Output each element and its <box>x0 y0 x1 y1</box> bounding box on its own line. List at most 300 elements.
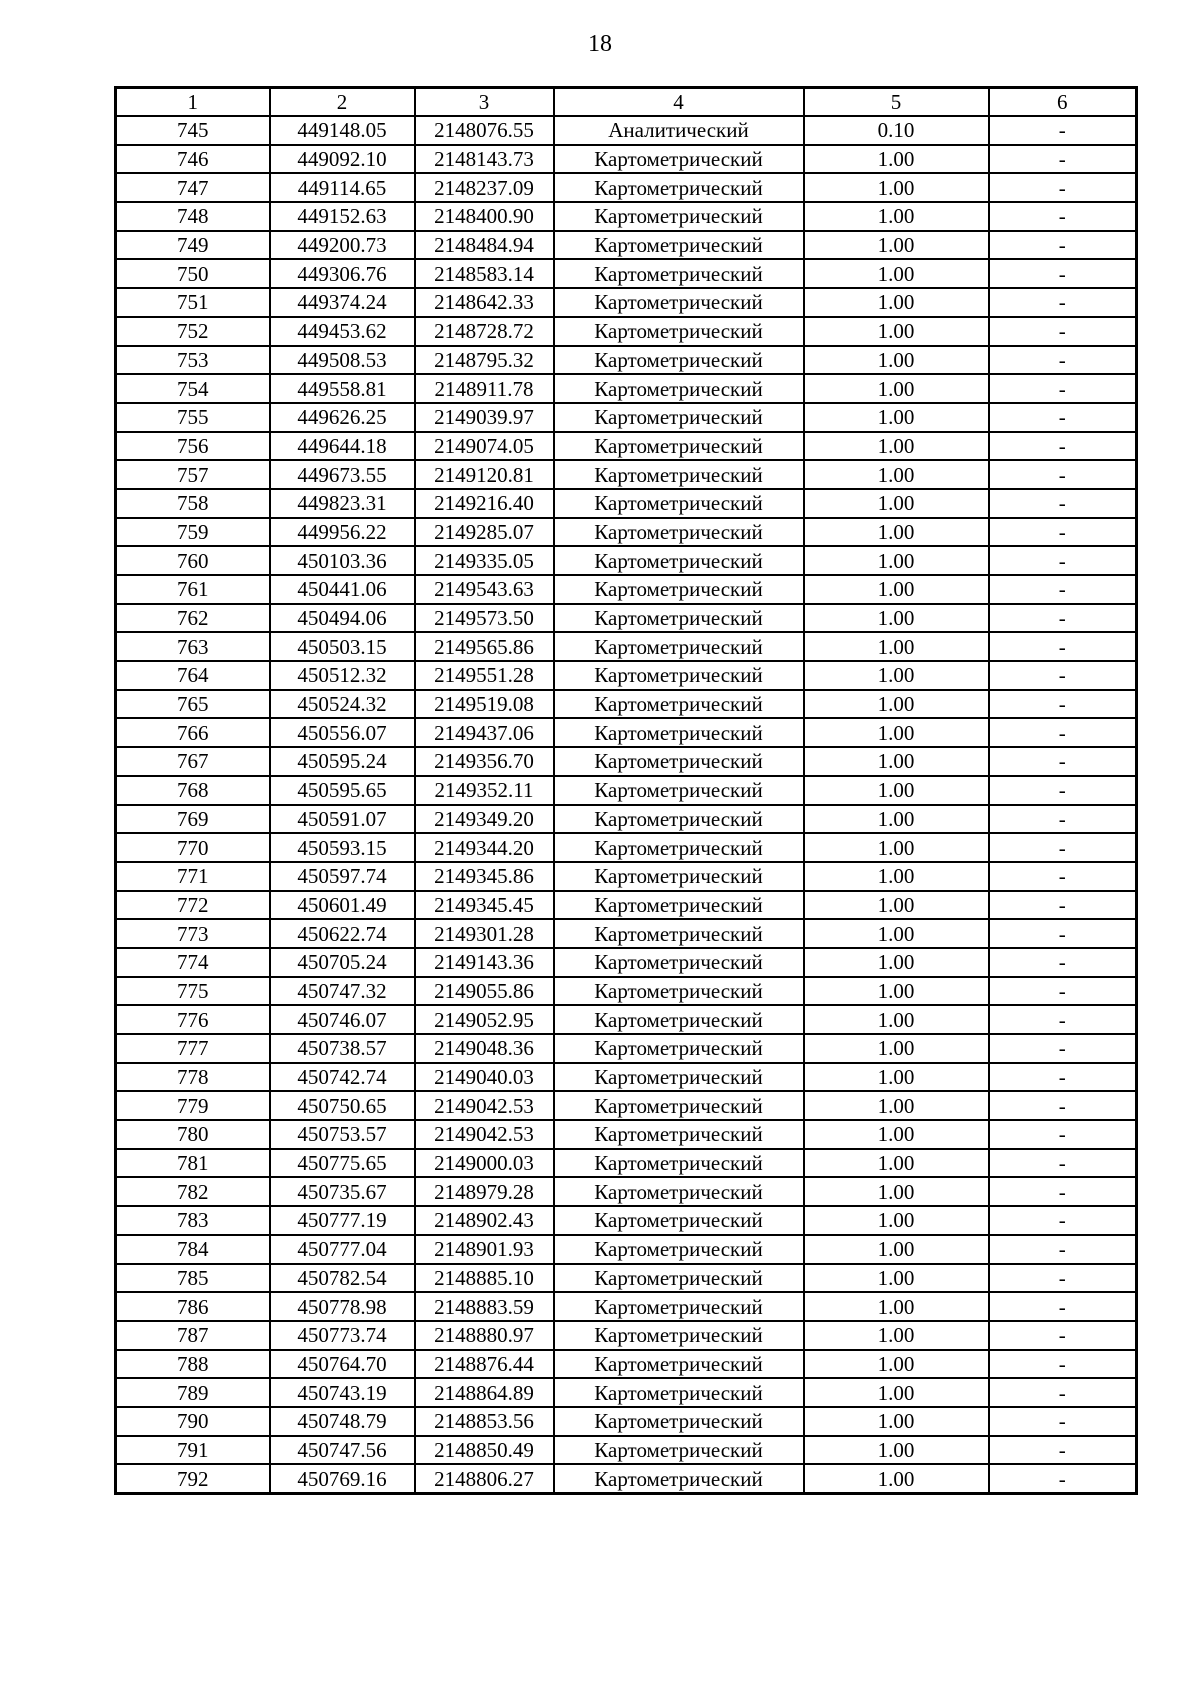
note-cell: - <box>989 1264 1137 1293</box>
point-number-cell: 784 <box>116 1235 270 1264</box>
accuracy-cell: 1.00 <box>804 575 989 604</box>
table-row <box>116 1149 1137 1178</box>
column-header: 2 <box>270 88 415 117</box>
x-coordinate-cell: 450743.19 <box>270 1378 415 1407</box>
point-number-cell: 763 <box>116 632 270 661</box>
accuracy-cell: 1.00 <box>804 1206 989 1235</box>
table-row <box>116 1436 1137 1465</box>
note-cell: - <box>989 632 1137 661</box>
y-coordinate-cell: 2149042.53 <box>415 1120 554 1149</box>
y-coordinate-cell: 2149349.20 <box>415 805 554 834</box>
page-number: 18 <box>588 31 612 57</box>
y-coordinate-cell: 2148850.49 <box>415 1436 554 1465</box>
point-number-cell: 770 <box>116 833 270 862</box>
method-cell: Картометрический <box>554 403 804 432</box>
y-coordinate-cell: 2149042.53 <box>415 1091 554 1120</box>
table-row <box>116 1321 1137 1350</box>
accuracy-cell: 1.00 <box>804 432 989 461</box>
note-cell: - <box>989 1321 1137 1350</box>
table-row <box>116 776 1137 805</box>
y-coordinate-cell: 2149055.86 <box>415 977 554 1006</box>
method-cell: Картометрический <box>554 833 804 862</box>
note-cell: - <box>989 1436 1137 1465</box>
x-coordinate-cell: 450747.32 <box>270 977 415 1006</box>
method-cell: Картометрический <box>554 1464 804 1493</box>
y-coordinate-cell: 2149543.63 <box>415 575 554 604</box>
point-number-cell: 791 <box>116 1436 270 1465</box>
y-coordinate-cell: 2149519.08 <box>415 690 554 719</box>
point-number-cell: 774 <box>116 948 270 977</box>
y-coordinate-cell: 2148885.10 <box>415 1264 554 1293</box>
accuracy-cell: 1.00 <box>804 1292 989 1321</box>
accuracy-cell: 1.00 <box>804 1436 989 1465</box>
x-coordinate-cell: 450591.07 <box>270 805 415 834</box>
x-coordinate-cell: 449306.76 <box>270 259 415 288</box>
note-cell: - <box>989 374 1137 403</box>
accuracy-cell: 1.00 <box>804 776 989 805</box>
note-cell: - <box>989 1378 1137 1407</box>
note-cell: - <box>989 259 1137 288</box>
point-number-cell: 777 <box>116 1034 270 1063</box>
accuracy-cell: 1.00 <box>804 661 989 690</box>
point-number-cell: 792 <box>116 1464 270 1493</box>
accuracy-cell: 1.00 <box>804 374 989 403</box>
note-cell: - <box>989 776 1137 805</box>
note-cell: - <box>989 231 1137 260</box>
y-coordinate-cell: 2149040.03 <box>415 1063 554 1092</box>
point-number-cell: 788 <box>116 1350 270 1379</box>
table-body <box>116 116 1137 1494</box>
y-coordinate-cell: 2148642.33 <box>415 288 554 317</box>
point-number-cell: 790 <box>116 1407 270 1436</box>
y-coordinate-cell: 2149437.06 <box>415 718 554 747</box>
point-number-cell: 786 <box>116 1292 270 1321</box>
point-number-cell: 789 <box>116 1378 270 1407</box>
x-coordinate-cell: 450753.57 <box>270 1120 415 1149</box>
column-header: 6 <box>989 88 1137 117</box>
method-cell: Картометрический <box>554 145 804 174</box>
x-coordinate-cell: 449152.63 <box>270 202 415 231</box>
point-number-cell: 782 <box>116 1177 270 1206</box>
method-cell: Картометрический <box>554 1063 804 1092</box>
accuracy-cell: 1.00 <box>804 1378 989 1407</box>
x-coordinate-cell: 449956.22 <box>270 518 415 547</box>
table-row <box>116 1005 1137 1034</box>
point-number-cell: 746 <box>116 145 270 174</box>
point-number-cell: 747 <box>116 173 270 202</box>
point-number-cell: 762 <box>116 604 270 633</box>
table-row <box>116 1264 1137 1293</box>
x-coordinate-cell: 449374.24 <box>270 288 415 317</box>
x-coordinate-cell: 450597.74 <box>270 862 415 891</box>
point-number-cell: 771 <box>116 862 270 891</box>
table-row <box>116 116 1137 145</box>
point-number-cell: 775 <box>116 977 270 1006</box>
accuracy-cell: 1.00 <box>804 403 989 432</box>
note-cell: - <box>989 346 1137 375</box>
y-coordinate-cell: 2148583.14 <box>415 259 554 288</box>
column-header: 5 <box>804 88 989 117</box>
method-cell: Картометрический <box>554 718 804 747</box>
method-cell: Картометрический <box>554 1120 804 1149</box>
x-coordinate-cell: 450742.74 <box>270 1063 415 1092</box>
table-row <box>116 489 1137 518</box>
accuracy-cell: 1.00 <box>804 919 989 948</box>
table-row <box>116 1235 1137 1264</box>
y-coordinate-cell: 2149000.03 <box>415 1149 554 1178</box>
note-cell: - <box>989 747 1137 776</box>
note-cell: - <box>989 891 1137 920</box>
method-cell: Картометрический <box>554 1292 804 1321</box>
note-cell: - <box>989 1120 1137 1149</box>
x-coordinate-cell: 450764.70 <box>270 1350 415 1379</box>
y-coordinate-cell: 2149074.05 <box>415 432 554 461</box>
table-row <box>116 632 1137 661</box>
method-cell: Картометрический <box>554 546 804 575</box>
x-coordinate-cell: 449508.53 <box>270 346 415 375</box>
x-coordinate-cell: 450103.36 <box>270 546 415 575</box>
accuracy-cell: 1.00 <box>804 460 989 489</box>
note-cell: - <box>989 690 1137 719</box>
method-cell: Картометрический <box>554 460 804 489</box>
y-coordinate-cell: 2149335.05 <box>415 546 554 575</box>
point-number-cell: 781 <box>116 1149 270 1178</box>
accuracy-cell: 1.00 <box>804 518 989 547</box>
y-coordinate-cell: 2149120.81 <box>415 460 554 489</box>
method-cell: Картометрический <box>554 919 804 948</box>
x-coordinate-cell: 450556.07 <box>270 718 415 747</box>
y-coordinate-cell: 2148864.89 <box>415 1378 554 1407</box>
table-row <box>116 948 1137 977</box>
note-cell: - <box>989 1407 1137 1436</box>
accuracy-cell: 0.10 <box>804 116 989 145</box>
table-row <box>116 1063 1137 1092</box>
accuracy-cell: 1.00 <box>804 1149 989 1178</box>
x-coordinate-cell: 450748.79 <box>270 1407 415 1436</box>
accuracy-cell: 1.00 <box>804 977 989 1006</box>
accuracy-cell: 1.00 <box>804 1063 989 1092</box>
note-cell: - <box>989 919 1137 948</box>
table-row <box>116 747 1137 776</box>
y-coordinate-cell: 2148911.78 <box>415 374 554 403</box>
accuracy-cell: 1.00 <box>804 1005 989 1034</box>
table-row <box>116 1292 1137 1321</box>
method-cell: Картометрический <box>554 288 804 317</box>
point-number-cell: 778 <box>116 1063 270 1092</box>
note-cell: - <box>989 546 1137 575</box>
note-cell: - <box>989 833 1137 862</box>
x-coordinate-cell: 450747.56 <box>270 1436 415 1465</box>
y-coordinate-cell: 2149352.11 <box>415 776 554 805</box>
accuracy-cell: 1.00 <box>804 948 989 977</box>
x-coordinate-cell: 450735.67 <box>270 1177 415 1206</box>
y-coordinate-cell: 2149573.50 <box>415 604 554 633</box>
method-cell: Картометрический <box>554 1264 804 1293</box>
table-row <box>116 977 1137 1006</box>
y-coordinate-cell: 2149345.86 <box>415 862 554 891</box>
note-cell: - <box>989 518 1137 547</box>
accuracy-cell: 1.00 <box>804 718 989 747</box>
point-number-cell: 787 <box>116 1321 270 1350</box>
method-cell: Картометрический <box>554 747 804 776</box>
method-cell: Картометрический <box>554 891 804 920</box>
note-cell: - <box>989 718 1137 747</box>
accuracy-cell: 1.00 <box>804 632 989 661</box>
method-cell: Картометрический <box>554 202 804 231</box>
x-coordinate-cell: 450782.54 <box>270 1264 415 1293</box>
y-coordinate-cell: 2148484.94 <box>415 231 554 260</box>
note-cell: - <box>989 489 1137 518</box>
x-coordinate-cell: 450622.74 <box>270 919 415 948</box>
accuracy-cell: 1.00 <box>804 1407 989 1436</box>
point-number-cell: 745 <box>116 116 270 145</box>
table-row <box>116 690 1137 719</box>
note-cell: - <box>989 288 1137 317</box>
method-cell: Картометрический <box>554 317 804 346</box>
x-coordinate-cell: 450705.24 <box>270 948 415 977</box>
accuracy-cell: 1.00 <box>804 1264 989 1293</box>
table-row <box>116 1407 1137 1436</box>
y-coordinate-cell: 2148806.27 <box>415 1464 554 1493</box>
method-cell: Картометрический <box>554 690 804 719</box>
method-cell: Картометрический <box>554 346 804 375</box>
note-cell: - <box>989 805 1137 834</box>
point-number-cell: 748 <box>116 202 270 231</box>
table-header-row <box>116 88 1137 117</box>
x-coordinate-cell: 449092.10 <box>270 145 415 174</box>
note-cell: - <box>989 1149 1137 1178</box>
point-number-cell: 760 <box>116 546 270 575</box>
accuracy-cell: 1.00 <box>804 1034 989 1063</box>
table-row <box>116 288 1137 317</box>
point-number-cell: 785 <box>116 1264 270 1293</box>
table-row <box>116 1378 1137 1407</box>
accuracy-cell: 1.00 <box>804 747 989 776</box>
method-cell: Картометрический <box>554 1091 804 1120</box>
accuracy-cell: 1.00 <box>804 317 989 346</box>
column-header: 1 <box>116 88 270 117</box>
table-row <box>116 805 1137 834</box>
y-coordinate-cell: 2148901.93 <box>415 1235 554 1264</box>
table-row <box>116 432 1137 461</box>
method-cell: Картометрический <box>554 1034 804 1063</box>
x-coordinate-cell: 449453.62 <box>270 317 415 346</box>
accuracy-cell: 1.00 <box>804 1235 989 1264</box>
method-cell: Картометрический <box>554 862 804 891</box>
point-number-cell: 757 <box>116 460 270 489</box>
x-coordinate-cell: 450524.32 <box>270 690 415 719</box>
method-cell: Картометрический <box>554 173 804 202</box>
note-cell: - <box>989 1034 1137 1063</box>
accuracy-cell: 1.00 <box>804 862 989 891</box>
note-cell: - <box>989 145 1137 174</box>
accuracy-cell: 1.00 <box>804 1177 989 1206</box>
y-coordinate-cell: 2148902.43 <box>415 1206 554 1235</box>
y-coordinate-cell: 2148728.72 <box>415 317 554 346</box>
note-cell: - <box>989 661 1137 690</box>
x-coordinate-cell: 449558.81 <box>270 374 415 403</box>
note-cell: - <box>989 1206 1137 1235</box>
method-cell: Картометрический <box>554 1350 804 1379</box>
note-cell: - <box>989 1177 1137 1206</box>
table-row <box>116 145 1137 174</box>
note-cell: - <box>989 1235 1137 1264</box>
note-cell: - <box>989 1091 1137 1120</box>
table-row <box>116 919 1137 948</box>
y-coordinate-cell: 2148143.73 <box>415 145 554 174</box>
y-coordinate-cell: 2148795.32 <box>415 346 554 375</box>
method-cell: Картометрический <box>554 604 804 633</box>
accuracy-cell: 1.00 <box>804 690 989 719</box>
point-number-cell: 780 <box>116 1120 270 1149</box>
point-number-cell: 769 <box>116 805 270 834</box>
x-coordinate-cell: 450503.15 <box>270 632 415 661</box>
note-cell: - <box>989 1063 1137 1092</box>
y-coordinate-cell: 2149344.20 <box>415 833 554 862</box>
point-number-cell: 776 <box>116 1005 270 1034</box>
method-cell: Картометрический <box>554 259 804 288</box>
accuracy-cell: 1.00 <box>804 805 989 834</box>
method-cell: Картометрический <box>554 575 804 604</box>
point-number-cell: 764 <box>116 661 270 690</box>
x-coordinate-cell: 449114.65 <box>270 173 415 202</box>
note-cell: - <box>989 403 1137 432</box>
method-cell: Картометрический <box>554 632 804 661</box>
accuracy-cell: 1.00 <box>804 288 989 317</box>
y-coordinate-cell: 2149143.36 <box>415 948 554 977</box>
table-row <box>116 1206 1137 1235</box>
accuracy-cell: 1.00 <box>804 833 989 862</box>
note-cell: - <box>989 432 1137 461</box>
point-number-cell: 767 <box>116 747 270 776</box>
point-number-cell: 766 <box>116 718 270 747</box>
x-coordinate-cell: 450769.16 <box>270 1464 415 1493</box>
y-coordinate-cell: 2149216.40 <box>415 489 554 518</box>
note-cell: - <box>989 1005 1137 1034</box>
point-number-cell: 756 <box>116 432 270 461</box>
accuracy-cell: 1.00 <box>804 231 989 260</box>
table-row <box>116 1350 1137 1379</box>
table-row <box>116 862 1137 891</box>
accuracy-cell: 1.00 <box>804 202 989 231</box>
table-row <box>116 259 1137 288</box>
table-row <box>116 202 1137 231</box>
method-cell: Картометрический <box>554 776 804 805</box>
table-row <box>116 891 1137 920</box>
point-number-cell: 754 <box>116 374 270 403</box>
accuracy-cell: 1.00 <box>804 604 989 633</box>
method-cell: Картометрический <box>554 948 804 977</box>
x-coordinate-cell: 450441.06 <box>270 575 415 604</box>
table-row <box>116 1464 1137 1493</box>
note-cell: - <box>989 116 1137 145</box>
note-cell: - <box>989 202 1137 231</box>
y-coordinate-cell: 2148979.28 <box>415 1177 554 1206</box>
y-coordinate-cell: 2149039.97 <box>415 403 554 432</box>
point-number-cell: 753 <box>116 346 270 375</box>
x-coordinate-cell: 450593.15 <box>270 833 415 862</box>
table-row <box>116 718 1137 747</box>
point-number-cell: 751 <box>116 288 270 317</box>
method-cell: Картометрический <box>554 1206 804 1235</box>
x-coordinate-cell: 450595.24 <box>270 747 415 776</box>
x-coordinate-cell: 449823.31 <box>270 489 415 518</box>
x-coordinate-cell: 450494.06 <box>270 604 415 633</box>
x-coordinate-cell: 450746.07 <box>270 1005 415 1034</box>
y-coordinate-cell: 2149551.28 <box>415 661 554 690</box>
table-row <box>116 661 1137 690</box>
x-coordinate-cell: 450595.65 <box>270 776 415 805</box>
note-cell: - <box>989 862 1137 891</box>
y-coordinate-cell: 2148880.97 <box>415 1321 554 1350</box>
note-cell: - <box>989 604 1137 633</box>
method-cell: Картометрический <box>554 977 804 1006</box>
y-coordinate-cell: 2149565.86 <box>415 632 554 661</box>
accuracy-cell: 1.00 <box>804 145 989 174</box>
y-coordinate-cell: 2148853.56 <box>415 1407 554 1436</box>
note-cell: - <box>989 977 1137 1006</box>
accuracy-cell: 1.00 <box>804 891 989 920</box>
note-cell: - <box>989 173 1137 202</box>
x-coordinate-cell: 450773.74 <box>270 1321 415 1350</box>
method-cell: Картометрический <box>554 661 804 690</box>
table-row <box>116 317 1137 346</box>
method-cell: Картометрический <box>554 1378 804 1407</box>
method-cell: Картометрический <box>554 432 804 461</box>
table-row <box>116 346 1137 375</box>
method-cell: Картометрический <box>554 231 804 260</box>
point-number-cell: 783 <box>116 1206 270 1235</box>
x-coordinate-cell: 450512.32 <box>270 661 415 690</box>
method-cell: Аналитический <box>554 116 804 145</box>
method-cell: Картометрический <box>554 374 804 403</box>
method-cell: Картометрический <box>554 1407 804 1436</box>
accuracy-cell: 1.00 <box>804 259 989 288</box>
point-number-cell: 765 <box>116 690 270 719</box>
point-number-cell: 772 <box>116 891 270 920</box>
point-number-cell: 758 <box>116 489 270 518</box>
x-coordinate-cell: 450738.57 <box>270 1034 415 1063</box>
accuracy-cell: 1.00 <box>804 173 989 202</box>
table-row <box>116 1177 1137 1206</box>
method-cell: Картометрический <box>554 1149 804 1178</box>
table-row <box>116 1034 1137 1063</box>
method-cell: Картометрический <box>554 805 804 834</box>
point-number-cell: 752 <box>116 317 270 346</box>
y-coordinate-cell: 2149052.95 <box>415 1005 554 1034</box>
accuracy-cell: 1.00 <box>804 489 989 518</box>
x-coordinate-cell: 449644.18 <box>270 432 415 461</box>
x-coordinate-cell: 449673.55 <box>270 460 415 489</box>
table-row <box>116 403 1137 432</box>
table-row <box>116 604 1137 633</box>
y-coordinate-cell: 2149345.45 <box>415 891 554 920</box>
method-cell: Картометрический <box>554 489 804 518</box>
table-row <box>116 173 1137 202</box>
note-cell: - <box>989 575 1137 604</box>
coordinates-table <box>114 86 1138 1495</box>
x-coordinate-cell: 450778.98 <box>270 1292 415 1321</box>
note-cell: - <box>989 1292 1137 1321</box>
method-cell: Картометрический <box>554 1321 804 1350</box>
x-coordinate-cell: 449148.05 <box>270 116 415 145</box>
accuracy-cell: 1.00 <box>804 1464 989 1493</box>
table-row <box>116 833 1137 862</box>
method-cell: Картометрический <box>554 1005 804 1034</box>
method-cell: Картометрический <box>554 1436 804 1465</box>
point-number-cell: 759 <box>116 518 270 547</box>
note-cell: - <box>989 460 1137 489</box>
